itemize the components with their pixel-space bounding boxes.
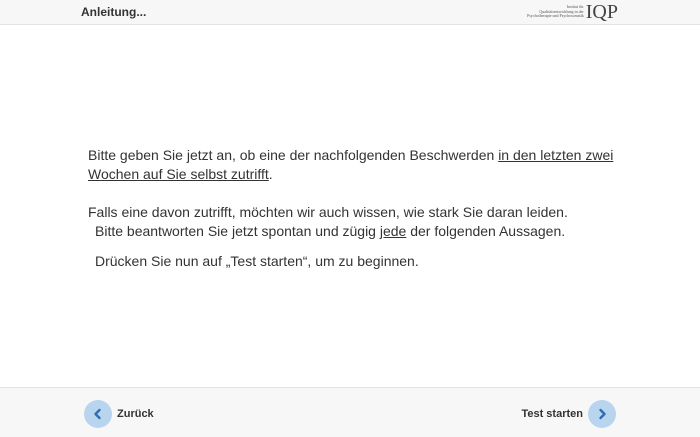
logo-mark: IQP [585,1,618,23]
back-button-label[interactable]: Zurück [117,408,154,420]
footer-bar [0,387,700,437]
page-title: Anleitung... [81,5,147,19]
instruction-text: Bitte geben Sie jetzt an, ob eine der nachfolgenden Beschwerden [88,147,499,163]
instruction-paragraph-2b [88,222,628,241]
instruction-paragraph-3: Drücken Sie nun auf „Test starten“, um zu beginnen. [95,253,419,269]
instruction-emphasis: jede [379,223,407,239]
start-test-button[interactable] [521,400,616,428]
instruction-text: Bitte beantworten Sie jetzt spontan und zügig [95,223,380,239]
logo-line: Institut für [566,4,584,10]
logo-line: Psychotherapie und Psychosomatik [527,13,584,19]
iqp-logo [527,1,618,23]
chevron-right-icon[interactable] [588,400,616,428]
header-bar [0,0,700,25]
instruction-text: der folgenden Aussagen. [406,223,566,239]
instruction-emphasis: in den letzten zwei Wochen auf Sie selbst zutrifft [88,147,614,182]
instruction-text: . [268,166,273,182]
instruction-paragraph-2 [88,203,628,222]
start-test-button-label[interactable]: Test starten [521,408,583,420]
instructions-text [88,146,628,271]
back-button[interactable] [84,400,154,428]
instruction-paragraph-1 [88,146,628,184]
logo-line: Qualitätsentwicklung in der [539,8,584,14]
logo-text [527,5,584,19]
chevron-left-icon[interactable] [84,400,112,428]
instruction-text: Falls eine davon zutrifft, möchten wir auch wissen, wie stark Sie daran leiden. [88,204,568,220]
